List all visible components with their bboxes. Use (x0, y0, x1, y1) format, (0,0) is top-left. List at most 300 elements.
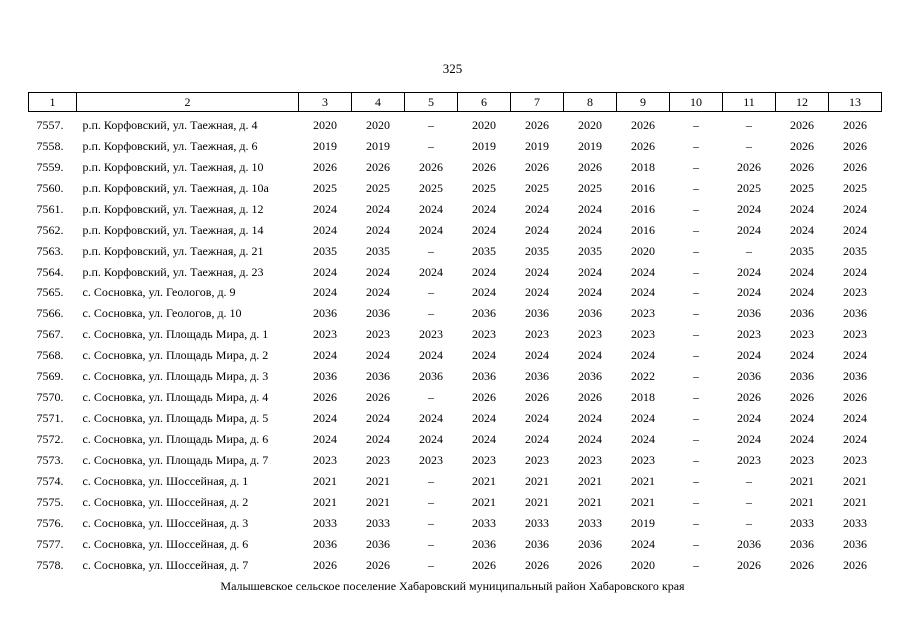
table-row (29, 513, 882, 534)
year-cell: – (746, 138, 752, 153)
year-cell: 2021 (366, 494, 390, 509)
year-cell: 2024 (843, 348, 867, 363)
year-cell: 2024 (578, 348, 602, 363)
year-cell: 2036 (578, 536, 602, 551)
year-cell: 2024 (737, 432, 761, 447)
year-cell: 2024 (525, 222, 549, 237)
year-cell: 2024 (419, 411, 443, 426)
year-cell: 2021 (525, 494, 549, 509)
table-row (29, 283, 882, 304)
year-cell: 2018 (631, 390, 655, 405)
year-cell: 2023 (366, 327, 390, 342)
year-cell: 2035 (790, 243, 814, 258)
year-cell: 2023 (313, 452, 337, 467)
table-row (29, 429, 882, 450)
table-row (29, 492, 882, 513)
year-cell: 2023 (737, 327, 761, 342)
year-cell: 2025 (313, 180, 337, 195)
year-cell: 2035 (366, 243, 390, 258)
year-cell: 2036 (843, 536, 867, 551)
row-number: 7561. (36, 201, 64, 216)
column-header: 12 (776, 93, 829, 112)
year-cell: 2026 (525, 159, 549, 174)
year-cell: 2021 (843, 494, 867, 509)
row-number: 7557. (36, 117, 64, 132)
year-cell: 2023 (313, 327, 337, 342)
year-cell: 2025 (790, 180, 814, 195)
year-cell: 2023 (525, 452, 549, 467)
year-cell: – (693, 390, 699, 405)
year-cell: 2026 (472, 390, 496, 405)
year-cell: 2024 (737, 264, 761, 279)
year-cell: 2024 (790, 264, 814, 279)
year-cell: 2024 (578, 432, 602, 447)
year-cell: 2024 (631, 411, 655, 426)
year-cell: 2021 (790, 494, 814, 509)
table-body (29, 112, 882, 576)
year-cell: – (428, 285, 434, 300)
address-cell: р.п. Корфовский, ул. Таежная, д. 21 (82, 243, 264, 258)
year-cell: 2024 (578, 285, 602, 300)
column-header: 13 (829, 93, 882, 112)
year-cell: 2021 (313, 473, 337, 488)
year-cell: 2020 (472, 117, 496, 132)
year-cell: 2026 (578, 159, 602, 174)
row-number: 7566. (36, 306, 64, 321)
row-number: 7560. (36, 180, 64, 195)
year-cell: – (693, 411, 699, 426)
year-cell: 2024 (419, 348, 443, 363)
year-cell: 2036 (419, 369, 443, 384)
year-cell: 2036 (737, 369, 761, 384)
year-cell: 2036 (843, 369, 867, 384)
address-cell: с. Сосновка, ул. Геологов, д. 9 (82, 285, 236, 300)
year-cell: 2023 (843, 285, 867, 300)
year-cell: 2024 (737, 222, 761, 237)
column-header: 3 (299, 93, 352, 112)
year-cell: 2033 (313, 515, 337, 530)
year-cell: 2024 (366, 411, 390, 426)
year-cell: 2024 (843, 432, 867, 447)
year-cell: – (428, 557, 434, 572)
year-cell: 2025 (366, 180, 390, 195)
year-cell: – (693, 306, 699, 321)
year-cell: 2035 (843, 243, 867, 258)
address-cell: с. Сосновка, ул. Шоссейная, д. 2 (82, 494, 249, 509)
year-cell: – (693, 285, 699, 300)
column-header: 6 (458, 93, 511, 112)
address-cell: р.п. Корфовский, ул. Таежная, д. 4 (82, 117, 258, 132)
year-cell: 2026 (843, 138, 867, 153)
table-row (29, 262, 882, 283)
year-cell: 2024 (472, 432, 496, 447)
year-cell: 2020 (313, 117, 337, 132)
year-cell: 2024 (525, 285, 549, 300)
year-cell: 2025 (843, 180, 867, 195)
year-cell: – (428, 243, 434, 258)
page-number: 325 (442, 61, 463, 76)
year-cell: 2026 (366, 557, 390, 572)
year-cell: 2024 (525, 432, 549, 447)
year-cell: 2024 (843, 411, 867, 426)
address-cell: с. Сосновка, ул. Шоссейная, д. 3 (82, 515, 249, 530)
year-cell: 2026 (843, 557, 867, 572)
year-cell: 2024 (631, 536, 655, 551)
year-cell: 2023 (525, 327, 549, 342)
year-cell: 2023 (366, 452, 390, 467)
year-cell: 2026 (790, 117, 814, 132)
year-cell: 2036 (366, 536, 390, 551)
year-cell: 2026 (790, 557, 814, 572)
year-cell: – (693, 432, 699, 447)
table-row (29, 534, 882, 555)
year-cell: 2024 (313, 348, 337, 363)
year-cell: – (428, 117, 434, 132)
table-row (29, 136, 882, 157)
row-number: 7570. (36, 390, 64, 405)
year-cell: 2036 (578, 306, 602, 321)
address-cell: с. Сосновка, ул. Площадь Мира, д. 7 (82, 452, 269, 467)
year-cell: 2035 (578, 243, 602, 258)
address-cell: с. Сосновка, ул. Площадь Мира, д. 1 (82, 327, 269, 342)
year-cell: – (693, 327, 699, 342)
table-row (29, 220, 882, 241)
year-cell: 2024 (472, 264, 496, 279)
year-cell: 2036 (525, 306, 549, 321)
address-cell: с. Сосновка, ул. Геологов, д. 10 (82, 306, 242, 321)
year-cell: 2023 (843, 452, 867, 467)
year-cell: 2026 (790, 390, 814, 405)
year-cell: 2024 (790, 201, 814, 216)
year-cell: 2036 (525, 369, 549, 384)
table-row (29, 471, 882, 492)
address-cell: р.п. Корфовский, ул. Таежная, д. 12 (82, 201, 264, 216)
year-cell: – (428, 536, 434, 551)
year-cell: 2023 (843, 327, 867, 342)
year-cell: 2026 (737, 390, 761, 405)
year-cell: 2023 (737, 452, 761, 467)
address-cell: с. Сосновка, ул. Шоссейная, д. 6 (82, 536, 249, 551)
year-cell: 2036 (472, 306, 496, 321)
year-cell: 2036 (313, 536, 337, 551)
year-cell: 2036 (737, 306, 761, 321)
year-cell: 2023 (578, 452, 602, 467)
year-cell: 2026 (366, 390, 390, 405)
year-cell: 2026 (525, 557, 549, 572)
address-cell: р.п. Корфовский, ул. Таежная, д. 10 (82, 159, 264, 174)
year-cell: 2026 (631, 117, 655, 132)
year-cell: 2036 (790, 536, 814, 551)
row-number: 7568. (36, 348, 64, 363)
year-cell: 2019 (366, 138, 390, 153)
year-cell: 2024 (843, 201, 867, 216)
year-cell: 2020 (631, 243, 655, 258)
table-row (29, 112, 882, 136)
year-cell: 2023 (472, 452, 496, 467)
year-cell: 2033 (366, 515, 390, 530)
year-cell: 2033 (472, 515, 496, 530)
year-cell: – (428, 515, 434, 530)
year-cell: 2024 (737, 411, 761, 426)
row-number: 7571. (36, 411, 64, 426)
row-number: 7558. (36, 138, 64, 153)
year-cell: 2026 (525, 390, 549, 405)
row-number: 7565. (36, 285, 64, 300)
year-cell: 2024 (313, 432, 337, 447)
year-cell: 2024 (313, 411, 337, 426)
year-cell: – (693, 452, 699, 467)
year-cell: – (693, 243, 699, 258)
year-cell: 2021 (313, 494, 337, 509)
address-cell: с. Сосновка, ул. Площадь Мира, д. 3 (82, 369, 269, 384)
year-cell: 2036 (366, 369, 390, 384)
year-cell: 2023 (631, 306, 655, 321)
year-cell: 2024 (525, 411, 549, 426)
year-cell: 2024 (578, 411, 602, 426)
year-cell: 2024 (419, 432, 443, 447)
address-cell: р.п. Корфовский, ул. Таежная, д. 14 (82, 222, 264, 237)
year-cell: 2035 (313, 243, 337, 258)
table-row (29, 450, 882, 471)
year-cell: 2024 (631, 264, 655, 279)
year-cell: 2024 (366, 432, 390, 447)
row-number: 7563. (36, 243, 64, 258)
year-cell: 2024 (313, 222, 337, 237)
year-cell: – (693, 201, 699, 216)
year-cell: 2024 (631, 285, 655, 300)
year-cell: 2024 (472, 348, 496, 363)
year-cell: 2021 (472, 494, 496, 509)
address-cell: с. Сосновка, ул. Площадь Мира, д. 5 (82, 411, 269, 426)
table-row (29, 178, 882, 199)
year-cell: 2026 (525, 117, 549, 132)
row-number: 7564. (36, 264, 64, 279)
year-cell: 2024 (525, 201, 549, 216)
year-cell: 2026 (843, 159, 867, 174)
column-header: 1 (29, 93, 77, 112)
year-cell: 2023 (419, 452, 443, 467)
row-number: 7578. (36, 557, 64, 572)
year-cell: – (428, 390, 434, 405)
year-cell: – (746, 494, 752, 509)
year-cell: 2021 (631, 473, 655, 488)
table-row (29, 408, 882, 429)
year-cell: – (693, 557, 699, 572)
column-header: 8 (564, 93, 617, 112)
year-cell: – (746, 473, 752, 488)
year-cell: 2024 (366, 264, 390, 279)
year-cell: 2024 (790, 285, 814, 300)
year-cell: 2016 (631, 222, 655, 237)
year-cell: 2024 (419, 222, 443, 237)
address-cell: р.п. Корфовский, ул. Таежная, д. 6 (82, 138, 258, 153)
address-cell: с. Сосновка, ул. Площадь Мира, д. 6 (82, 432, 269, 447)
year-cell: 2024 (578, 201, 602, 216)
year-cell: 2024 (737, 348, 761, 363)
year-cell: 2036 (790, 306, 814, 321)
year-cell: 2036 (472, 369, 496, 384)
year-cell: – (693, 369, 699, 384)
year-cell: 2023 (472, 327, 496, 342)
year-cell: 2022 (631, 369, 655, 384)
year-cell: 2021 (472, 473, 496, 488)
year-cell: 2024 (790, 432, 814, 447)
year-cell: 2019 (313, 138, 337, 153)
year-cell: 2024 (313, 201, 337, 216)
year-cell: 2024 (843, 222, 867, 237)
year-cell: 2036 (313, 369, 337, 384)
year-cell: 2026 (790, 138, 814, 153)
year-cell: 2024 (525, 264, 549, 279)
year-cell: 2021 (578, 494, 602, 509)
year-cell: – (693, 473, 699, 488)
address-cell: р.п. Корфовский, ул. Таежная, д. 10а (82, 180, 269, 195)
year-cell: 2026 (472, 159, 496, 174)
year-cell: 2035 (472, 243, 496, 258)
year-cell: 2033 (578, 515, 602, 530)
year-cell: 2024 (313, 264, 337, 279)
year-cell: 2019 (578, 138, 602, 153)
year-cell: – (428, 138, 434, 153)
year-cell: 2021 (631, 494, 655, 509)
year-cell: 2020 (631, 557, 655, 572)
table-row (29, 241, 882, 262)
year-cell: 2026 (737, 557, 761, 572)
row-number: 7573. (36, 452, 64, 467)
address-cell: с. Сосновка, ул. Шоссейная, д. 1 (82, 473, 249, 488)
header-row (29, 93, 882, 112)
year-cell: – (693, 180, 699, 195)
year-cell: 2026 (313, 557, 337, 572)
year-cell: 2026 (313, 390, 337, 405)
year-cell: 2023 (631, 327, 655, 342)
year-cell: 2024 (525, 348, 549, 363)
year-cell: 2021 (525, 473, 549, 488)
row-number: 7562. (36, 222, 64, 237)
year-cell: 2026 (843, 117, 867, 132)
year-cell: 2036 (843, 306, 867, 321)
year-cell: – (693, 536, 699, 551)
year-cell: 2036 (737, 536, 761, 551)
year-cell: 2016 (631, 201, 655, 216)
year-cell: 2024 (737, 201, 761, 216)
year-cell: 2035 (525, 243, 549, 258)
year-cell: – (693, 117, 699, 132)
year-cell: 2024 (790, 411, 814, 426)
registry-table (28, 92, 882, 576)
address-cell: с. Сосновка, ул. Площадь Мира, д. 2 (82, 348, 269, 363)
year-cell: 2026 (843, 390, 867, 405)
address-cell: с. Сосновка, ул. Площадь Мира, д. 4 (82, 390, 269, 405)
year-cell: 2018 (631, 159, 655, 174)
year-cell: 2020 (366, 117, 390, 132)
year-cell: 2023 (790, 327, 814, 342)
year-cell: 2023 (419, 327, 443, 342)
column-header: 7 (511, 93, 564, 112)
year-cell: 2024 (472, 411, 496, 426)
year-cell: 2024 (737, 285, 761, 300)
table-row (29, 366, 882, 387)
column-header: 4 (352, 93, 405, 112)
year-cell: 2025 (419, 180, 443, 195)
year-cell: – (428, 473, 434, 488)
row-number: 7569. (36, 369, 64, 384)
year-cell: 2036 (578, 369, 602, 384)
year-cell: – (746, 117, 752, 132)
year-cell: 2036 (472, 536, 496, 551)
year-cell: 2036 (313, 306, 337, 321)
year-cell: 2019 (631, 515, 655, 530)
row-number: 7576. (36, 515, 64, 530)
row-number: 7567. (36, 327, 64, 342)
year-cell: 2026 (419, 159, 443, 174)
year-cell: 2025 (472, 180, 496, 195)
year-cell: – (693, 348, 699, 363)
year-cell: 2024 (472, 222, 496, 237)
year-cell: 2024 (843, 264, 867, 279)
row-number: 7577. (36, 536, 64, 551)
year-cell: 2021 (366, 473, 390, 488)
table-row (29, 199, 882, 220)
year-cell: 2036 (525, 536, 549, 551)
footer-caption: Малышевское сельское поселение Хабаровский муниципальный район Хабаровского края (220, 579, 685, 593)
year-cell: 2024 (578, 222, 602, 237)
column-header: 5 (405, 93, 458, 112)
year-cell: 2016 (631, 180, 655, 195)
year-cell: 2021 (790, 473, 814, 488)
table-row (29, 345, 882, 366)
year-cell: 2026 (578, 557, 602, 572)
year-cell: 2026 (737, 159, 761, 174)
year-cell: 2024 (578, 264, 602, 279)
year-cell: 2036 (366, 306, 390, 321)
year-cell: 2024 (790, 348, 814, 363)
year-cell: – (746, 515, 752, 530)
column-header: 9 (617, 93, 670, 112)
year-cell: – (693, 138, 699, 153)
year-cell: 2026 (578, 390, 602, 405)
year-cell: – (428, 494, 434, 509)
year-cell: – (693, 159, 699, 174)
year-cell: 2026 (366, 159, 390, 174)
table-row (29, 303, 882, 324)
year-cell: – (693, 264, 699, 279)
year-cell: 2024 (631, 348, 655, 363)
year-cell: 2024 (366, 285, 390, 300)
year-cell: 2019 (472, 138, 496, 153)
year-cell: – (693, 515, 699, 530)
year-cell: 2024 (472, 201, 496, 216)
year-cell: 2025 (737, 180, 761, 195)
table-row (29, 324, 882, 345)
year-cell: 2019 (525, 138, 549, 153)
year-cell: 2024 (631, 432, 655, 447)
year-cell: 2026 (790, 159, 814, 174)
year-cell: 2025 (525, 180, 549, 195)
table-row (29, 387, 882, 408)
table-row (29, 555, 882, 576)
year-cell: – (746, 243, 752, 258)
year-cell: 2036 (790, 369, 814, 384)
year-cell: 2026 (313, 159, 337, 174)
year-cell: 2025 (578, 180, 602, 195)
year-cell: – (693, 222, 699, 237)
year-cell: 2023 (631, 452, 655, 467)
column-header: 2 (77, 93, 299, 112)
year-cell: 2033 (843, 515, 867, 530)
column-header: 11 (723, 93, 776, 112)
year-cell: 2024 (366, 348, 390, 363)
